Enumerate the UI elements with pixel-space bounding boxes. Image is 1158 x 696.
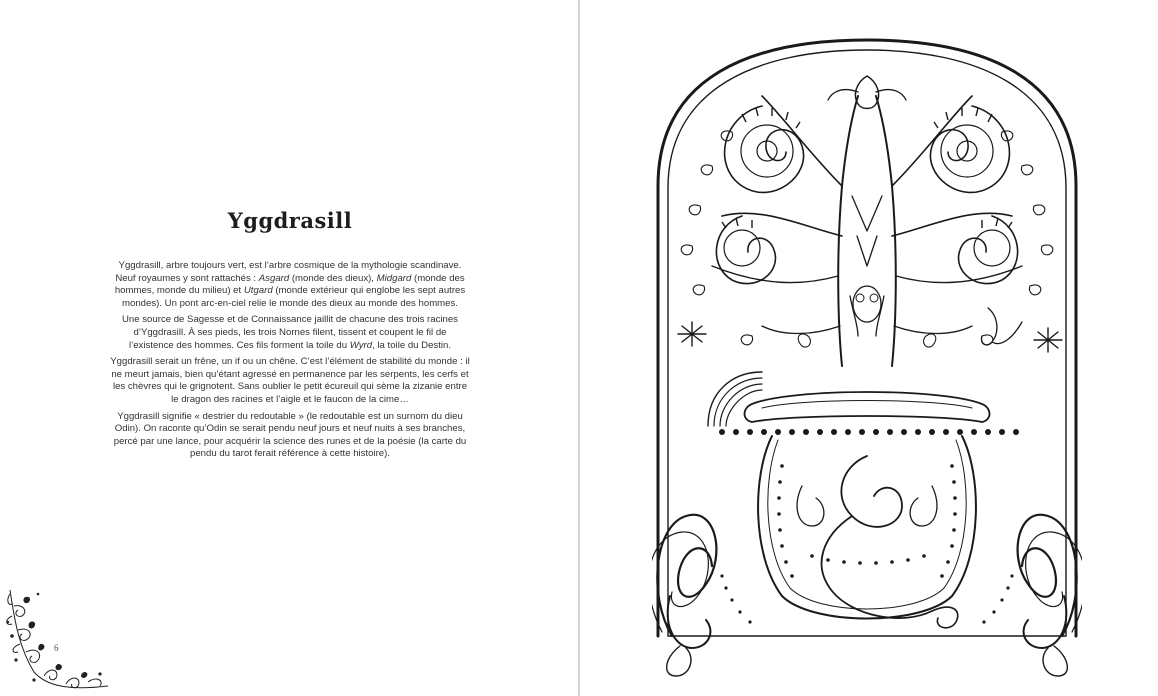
text-run: (monde des hommes, monde du milieu) et — [114, 272, 465, 297]
body-text — [110, 260, 470, 465]
page-number: 6 — [54, 643, 59, 653]
body-paragraph — [110, 260, 470, 310]
left-page — [0, 0, 578, 696]
text-run: Une source de Sagesse et de Connaissance jaillit de chacune des trois racines d’Yggdrasill. À ses pieds, les trois Nornes filent, tissent et coupent le fil de l’existence des hommes. Ces fils forment la toile du — [122, 314, 458, 351]
text-run: Yggdrasill, arbre toujours vert, est l’arbre cosmique de la mythologie scandinave. Neuf royaumes y sont rattachés : — [115, 260, 462, 284]
yggdrasill-illustration — [652, 36, 1082, 686]
body-paragraph — [110, 314, 470, 352]
body-paragraph — [110, 356, 470, 406]
text-run: Yggdrasill signifie « destrier du redoutable » (le redoutable est un surnom du dieu Odin). On raconte qu’Odin se serait pendu neuf jours et neuf nuits à ses branches, percé par une lance, pour acquérir la science des runes et de la poésie (la carte du pendu du tarot ferait référence à cette histoire). — [113, 410, 467, 460]
italic-term: Wyrd — [349, 339, 373, 351]
italic-term: Utgard — [243, 285, 273, 297]
text-run: , la toile du Destin. — [372, 339, 452, 351]
body-paragraph — [110, 411, 470, 461]
corner-flourish-icon — [4, 586, 116, 694]
text-run: Yggdrasill serait un frêne, un if ou un chêne. C’est l’élément de stabilité du monde : il ne meurt jamais, bien qu’étant agressé en permanence par les serpents, les cerfs et les chèvres qui le grignotent. Sans oublier le petit écureuil qui sème la zizanie entre le dragon des racines et l’aigle et le faucon de la cime… — [110, 356, 470, 405]
italic-term: Asgard — [258, 272, 290, 284]
text-run: (monde des dieux), — [289, 272, 377, 284]
text-run: (monde extérieur qui englobe les sept autres mondes). Un pont arc-en-ciel relie le monde des dieux au monde des hommes. — [122, 285, 466, 309]
italic-term: Midgard — [376, 272, 412, 284]
page-title: Yggdrasill — [227, 208, 353, 233]
